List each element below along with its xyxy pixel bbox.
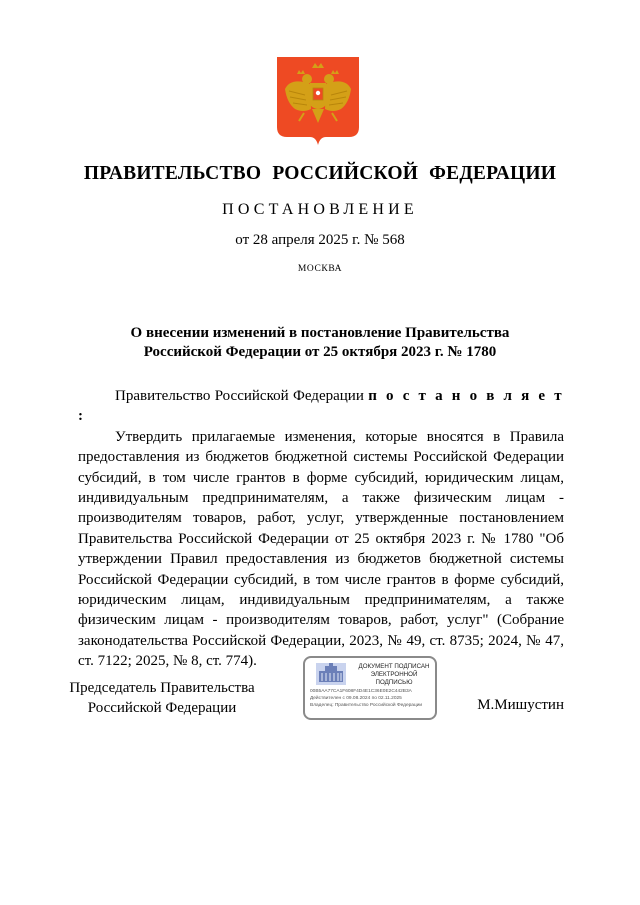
certificate-validity: Действителен с 09.08.2024 по 02.11.2025 (310, 696, 402, 701)
decree-paragraph: Утвердить прилагаемые изменения, которые вносятся в Правила предоставления из бюджетов бюджетной системы Российской Федерации субсидий, в том числе грантов в форме субсидий, юридическим лицам, индивидуальным предпринимателям, а также физическим лицам - производителям товаров, работ, услуг, утвержденные постановлением Правительства Российской Федерации от 25 октября 2023 г. № 1780 "Об утверждении Правил предоставления из бюджетов бюджетной системы Российской Федерации субсидий, в том числе грантов в форме субсидий, юридическим лицам, индивидуальным предпринимателям, а также физическим лицам - производителям товаров, работ, услуг" (Собрание законодательства Российской Федерации, 2023, № 49, ст. 8735; 2024, № 47, ст. 7122; 2025, № 8, ст. 774). (78, 428, 564, 670)
electronic-signature-stamp (303, 656, 437, 720)
signatory-position-line-1: Председатель Правительства (69, 680, 255, 696)
document-kind: ПОСТАНОВЛЕНИЕ (222, 201, 418, 218)
coat-of-arms-icon (277, 57, 359, 145)
government-title: ПРАВИТЕЛЬСТВО РОССИЙСКОЙ ФЕДЕРАЦИИ (83, 163, 557, 184)
stamp-title-line-2: ЭЛЕКТРОННОЙ ПОДПИСЬЮ (370, 671, 418, 686)
document-body (78, 386, 564, 672)
subject-line-1: О внесении изменений в постановление Правительства (130, 325, 510, 341)
government-building-icon (316, 663, 346, 685)
document-city: МОСКВА (297, 264, 343, 274)
document-subject (80, 324, 560, 362)
stamp-title (353, 663, 435, 687)
document-date-number: от 28 апреля 2025 г. № 568 (235, 232, 405, 248)
decree-intro (78, 386, 564, 427)
decree-intro-text: Правительство Российской Федерации (115, 388, 364, 404)
signatory-position (62, 678, 262, 718)
decree-word: п о с т а н о в л я е т : (78, 388, 564, 425)
signatory-name: М.Мишустин (477, 697, 564, 713)
subject-line-2: Российской Федерации от 25 октября 2023 г. № 1780 (143, 344, 497, 360)
certificate-serial: 00B5AA77CA1F608F4D4E1C36E0E2C442B3A (310, 689, 412, 694)
signatory-position-line-2: Российской Федерации (87, 700, 237, 716)
stamp-title-line-1: ДОКУМЕНТ ПОДПИСАН (358, 663, 430, 670)
certificate-holder: Владелец: Правительство Российской Федерации (310, 703, 423, 708)
